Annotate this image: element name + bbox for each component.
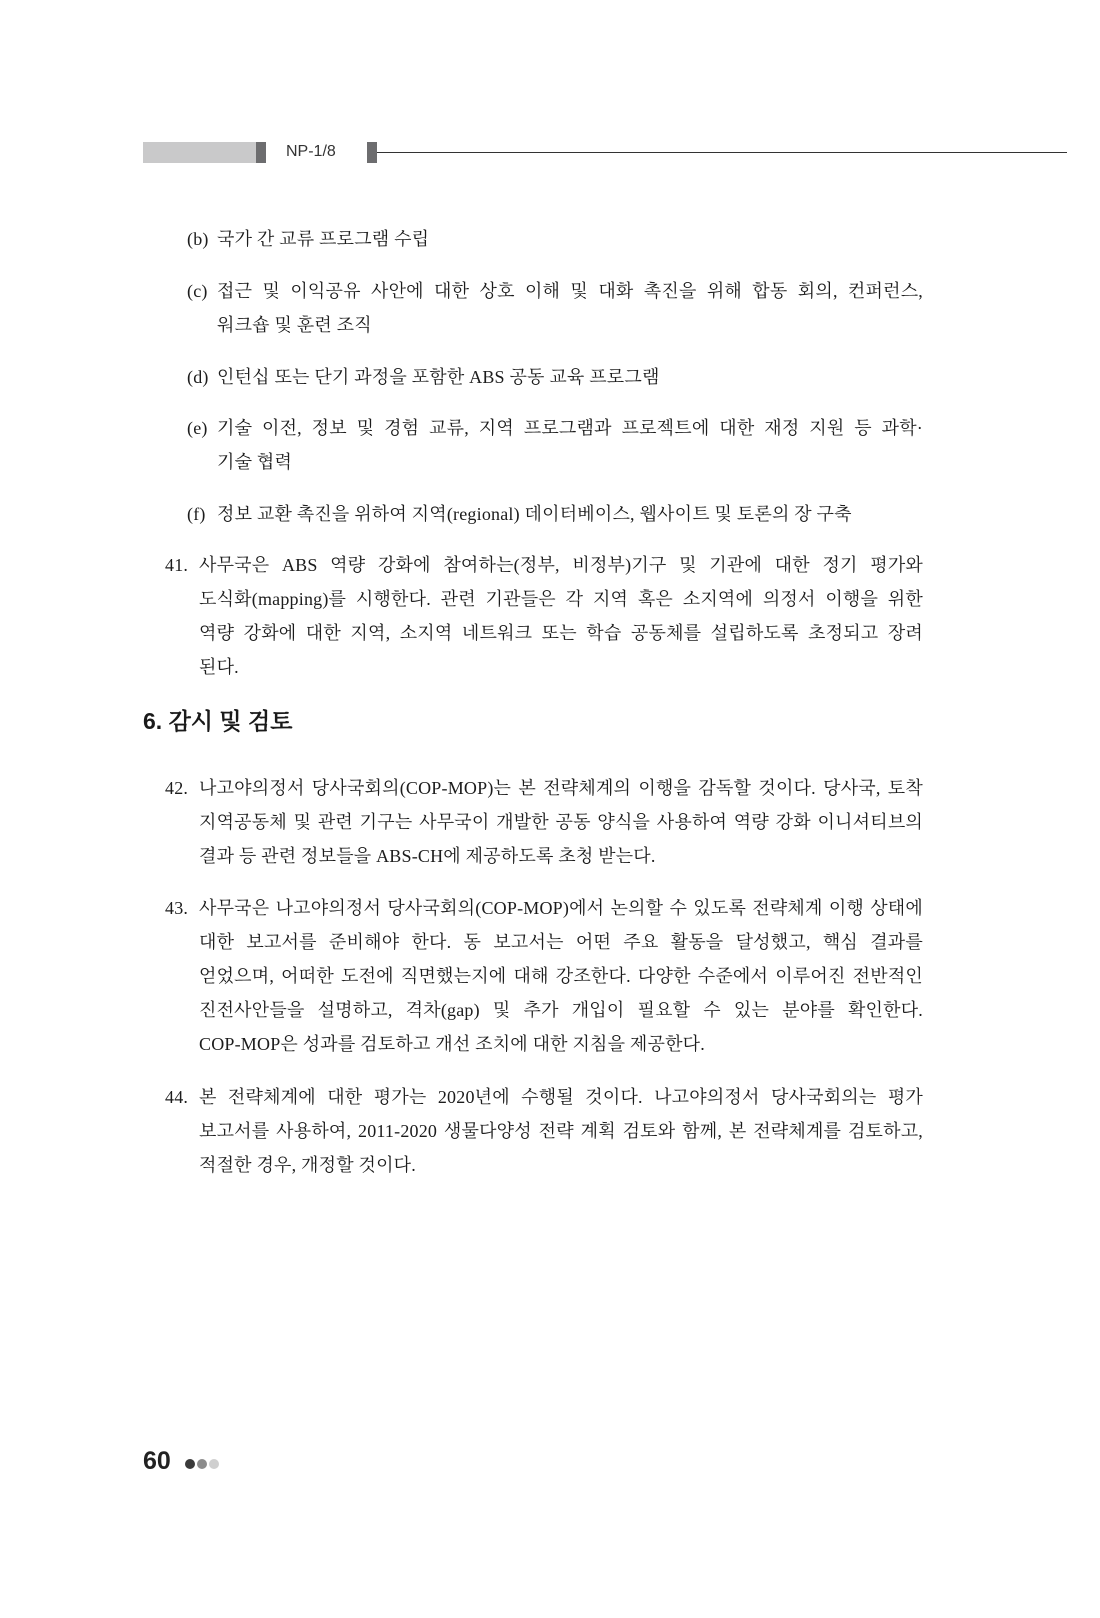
paragraph-line: 본 전략체계에 대한 평가는 2020년에 수행될 것이다. 나고야의정서 당사국회의는 평가	[199, 1087, 923, 1107]
document-code: NP-1/8	[286, 143, 336, 160]
item-text: 접근 및 이익공유 사안에 대한 상호 이해 및 대화 촉진을 위해 합동 회의, 컨퍼런스,	[217, 281, 923, 301]
paragraph-number: 43.	[165, 898, 189, 918]
paragraph-line: 지역공동체 및 관련 기구는 사무국이 개발한 공동 양식을 사용하여 역량 강화 이니셔티브의	[199, 812, 923, 832]
paragraph-line: 대한 보고서를 준비해야 한다. 동 보고서는 어떤 주요 활동을 달성했고, 핵심 결과를	[199, 932, 923, 952]
dot-icon	[185, 1459, 195, 1469]
item-text: 인턴십 또는 단기 과정을 포함한 ABS 공동 교육 프로그램	[217, 367, 660, 387]
paragraph-line: 적절한 경우, 개정할 것이다.	[199, 1155, 416, 1175]
list-item-f	[187, 497, 923, 531]
list-item-c	[187, 274, 923, 342]
paragraph-line: 나고야의정서 당사국회의(COP-MOP)는 본 전략체계의 이행을 감독할 것이다. 당사국, 토착	[199, 778, 923, 798]
paragraph-line: 도식화(mapping)를 시행한다. 관련 기관들은 각 지역 혹은 소지역에 의정서 이행을 위한	[199, 589, 923, 609]
page-dots	[185, 1456, 221, 1468]
item-text: 워크숍 및 훈련 조직	[217, 315, 372, 335]
paragraph-line: 진전사안들을 설명하고, 격차(gap) 및 추가 개입이 필요할 수 있는 분야를 확인한다.	[199, 1000, 923, 1020]
item-label: (b)	[187, 229, 209, 249]
paragraph-line: COP-MOP은 성과를 검토하고 개선 조치에 대한 지침을 제공한다.	[199, 1034, 705, 1054]
paragraph-line: 사무국은 나고야의정서 당사국회의(COP-MOP)에서 논의할 수 있도록 전략체계 이행 상태에	[199, 898, 923, 918]
paragraph-line: 결과 등 관련 정보들을 ABS-CH에 제공하도록 초청 받는다.	[199, 846, 656, 866]
list-item-e	[187, 411, 923, 479]
item-text: 기술 이전, 정보 및 경험 교류, 지역 프로그램과 프로젝트에 대한 재정 지원 등 과학·	[217, 418, 923, 438]
section-heading: 6. 감시 및 검토	[143, 708, 293, 734]
dot-icon	[197, 1459, 207, 1469]
list-item-d	[187, 360, 923, 394]
item-label: (f)	[187, 504, 206, 524]
item-label: (c)	[187, 281, 208, 301]
paragraph-42	[165, 771, 923, 873]
paragraph-line: 된다.	[199, 657, 239, 677]
paragraph-line: 보고서를 사용하여, 2011-2020 생물다양성 전략 계획 검토와 함께, 본 전략체계를 검토하고,	[199, 1121, 923, 1141]
paragraph-number: 42.	[165, 778, 189, 798]
paragraph-41	[165, 548, 923, 684]
header-marker	[256, 142, 266, 163]
paragraph-43	[165, 891, 923, 1061]
item-label: (d)	[187, 367, 209, 387]
paragraph-line: 역량 강화에 대한 지역, 소지역 네트워크 또는 학습 공동체를 설립하도록 초정되고 장려	[199, 623, 923, 643]
page-number: 60	[143, 1447, 171, 1475]
paragraph-number: 41.	[165, 555, 189, 575]
paragraph-line: 얻었으며, 어떠한 도전에 직면했는지에 대해 강조한다. 다양한 수준에서 이루어진 전반적인	[199, 966, 923, 986]
dot-icon	[209, 1459, 219, 1469]
item-text: 국가 간 교류 프로그램 수립	[217, 229, 430, 249]
item-text: 정보 교환 촉진을 위하여 지역(regional) 데이터베이스, 웹사이트 및 토론의 장 구축	[217, 504, 852, 524]
header-rule	[377, 152, 1067, 153]
list-item-b	[187, 222, 923, 256]
header-bar	[143, 142, 265, 163]
paragraph-line: 사무국은 ABS 역량 강화에 참여하는(정부, 비정부)기구 및 기관에 대한 정기 평가와	[199, 555, 923, 575]
header-marker	[367, 142, 377, 163]
item-label: (e)	[187, 418, 208, 438]
item-text: 기술 협력	[217, 452, 293, 472]
paragraph-number: 44.	[165, 1087, 189, 1107]
paragraph-44	[165, 1080, 923, 1182]
